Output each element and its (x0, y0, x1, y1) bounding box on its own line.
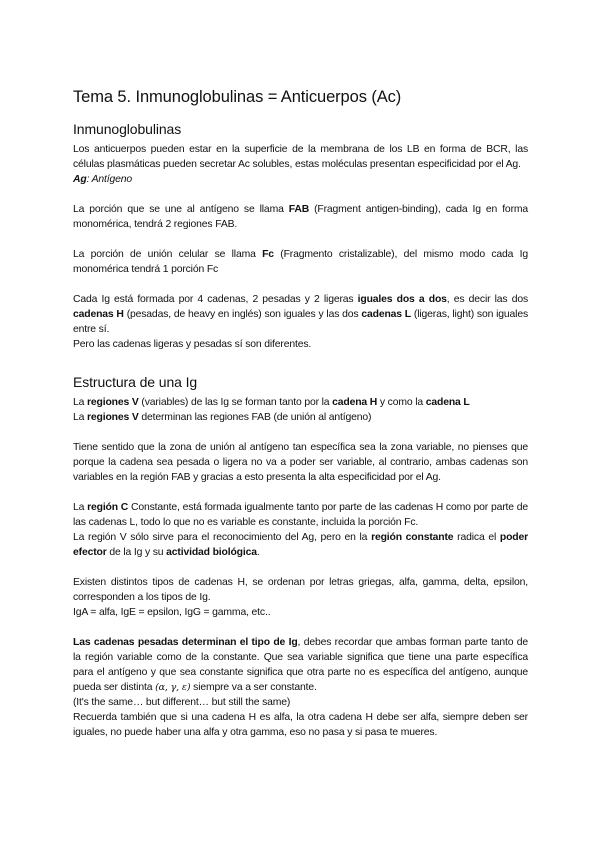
paragraph-anticuerpos (73, 142, 528, 187)
text: (Fragment antigen-binding), cada Ig en forma monomérica, tendrá 2 regiones FAB. (73, 204, 529, 230)
text: (Fragmento cristalizable), del mismo modo cada Ig monomérica tendrá 1 porción Fc (73, 249, 528, 275)
text: La porción de unión celular se llama (73, 249, 263, 260)
term-region-constante: región constante (371, 532, 454, 543)
paragraph-cadenas-pesadas (73, 635, 528, 740)
text: (pesadas, de heavy en inglés) son iguales y las dos (123, 309, 362, 320)
text: Pero las cadenas ligeras y pesadas sí son diferentes. (73, 339, 312, 350)
text: La (73, 502, 88, 513)
term-cadena-h: cadena H (332, 397, 378, 408)
text: Constante, está formada igualmente tanto por parte de las cadenas H como por parte de las cadenas L, todo lo que no es variable es constante, incluida la porción Fc. (73, 502, 528, 528)
term-poder-efector: poder efector (73, 532, 529, 558)
paragraph-zona-variable: Tiene sentido que la zona de unión al antígeno tan específica sea la zona variable, no pienses que porque la cadena sea pesada o ligera no va a poder ser variable, al contrario, ambas cadenas son variables en la región FAB y gracias a esto presenta la alta especificidad por el Ag. (73, 442, 528, 483)
paragraph-fc (73, 247, 528, 277)
text: de la Ig y su (106, 547, 167, 558)
text: La región V sólo sirve para el reconocimiento del Ag, pero en la (73, 532, 372, 543)
text: , debes recordar que ambas forman parte tanto de la región variable como de la constante. Que sea variable significa que tiene una parte específica para el antígeno y que sea constante significa que otra parte no es específica del antígeno, aunque pueda ser distinta (73, 637, 529, 693)
term-cadenas-pesadas: Las cadenas pesadas determinan el tipo de Ig (73, 637, 298, 648)
section-heading-inmunoglobulinas: Inmunoglobulinas (73, 121, 182, 137)
text: (ligeras, light) son iguales entre sí. (73, 309, 528, 335)
text: siempre va a ser constante. (190, 682, 317, 693)
text: Existen distintos tipos de cadenas H, se ordenan por letras griegas, alfa, gamma, delta, epsilon, corresponden a los tipos de Ig. (73, 577, 528, 603)
term-regiones-v: regiones V (87, 397, 139, 408)
term-fc: Fc (262, 249, 274, 260)
text: IgA = alfa, IgE = epsilon, IgG = gamma, etc.. (73, 607, 271, 618)
text: La porción que se une al antígeno se llama (73, 204, 289, 215)
term-region-c: región C (87, 502, 129, 513)
term-cadena-l: cadena L (425, 397, 470, 408)
text: radica el (453, 532, 500, 543)
text: y como la (377, 397, 426, 408)
term-fab: FAB (288, 204, 310, 215)
term-cadenas-l: cadenas L (361, 309, 411, 320)
text: determinan las regiones FAB (de unión al antígeno) (138, 412, 372, 423)
term-regiones-v: regiones V (87, 412, 139, 423)
term-actividad-biologica: actividad biológica (166, 547, 257, 558)
paragraph-text: Los anticuerpos pueden estar en la superficie de la membrana de los LB en forma de BCR, las células plasmáticas pueden secretar Ac solubles, estas moléculas presentan especificidad por el Ag. (73, 144, 528, 170)
paragraph-fab (73, 202, 528, 232)
paragraph-tipos-cadenas (73, 575, 528, 620)
ag-abbreviation: Ag (73, 174, 87, 185)
document-content (73, 88, 528, 740)
term-iguales: iguales dos a dos (357, 294, 447, 305)
ag-definition: : Antígeno (86, 174, 133, 185)
text: (variables) de las Ig se forman tanto por la (138, 397, 333, 408)
text: . (256, 547, 260, 558)
text: , es decir las dos (446, 294, 528, 305)
text: La (73, 397, 87, 408)
section-heading-estructura: Estructura de una Ig (73, 374, 198, 390)
term-cadenas-h: cadenas H (73, 309, 124, 320)
page-title: Tema 5. Inmunoglobulinas = Anticuerpos (Ac) (73, 88, 402, 106)
paragraph-regiones-v (73, 395, 528, 425)
text: (It's the same… but different… but still the same) (73, 697, 291, 708)
text: Recuerda también que si una cadena H es alfa, la otra cadena H debe ser alfa, siempre deben ser iguales, no puede haber una alfa y otra gamma, eso no pasa y si pasa te mueres. (73, 712, 528, 738)
greek-letters-math: (α, γ, ε) (155, 682, 191, 693)
text: Cada Ig está formada por 4 cadenas, 2 pesadas y 2 ligeras (73, 294, 358, 305)
text: La (73, 412, 87, 423)
paragraph-cadenas (73, 292, 528, 352)
paragraph-region-c (73, 500, 528, 560)
